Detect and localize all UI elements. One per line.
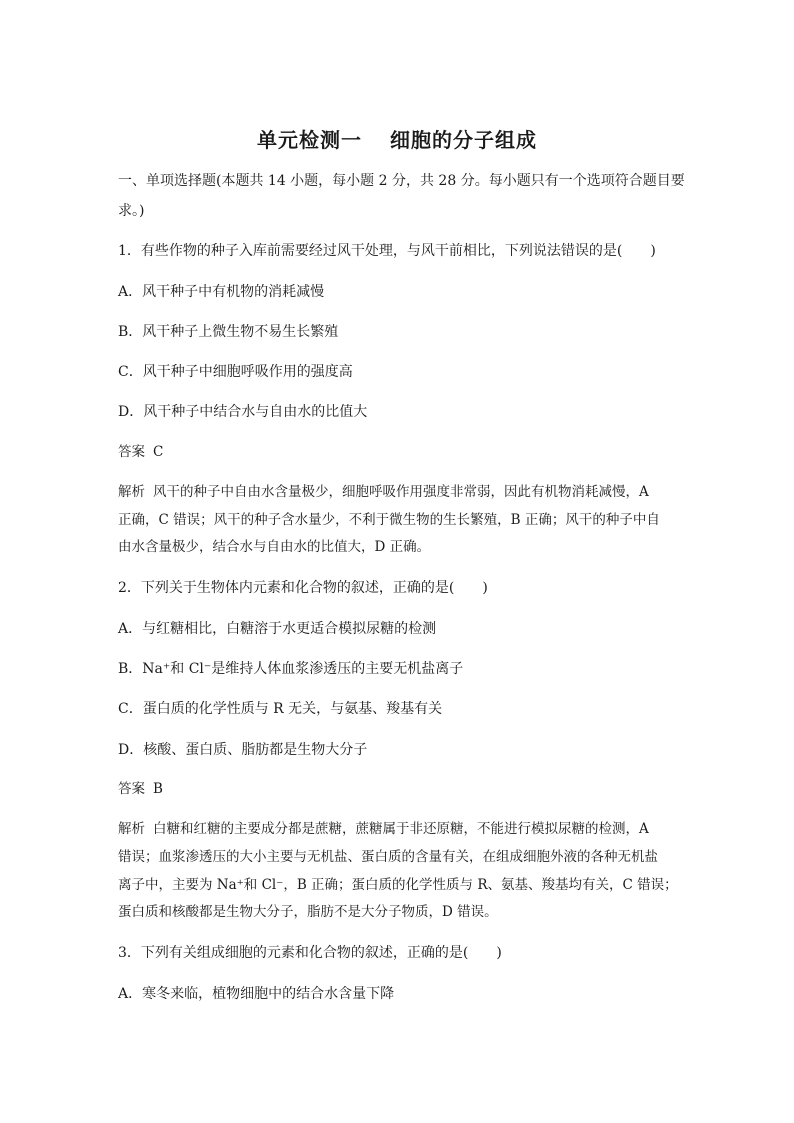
q2-answer xyxy=(118,783,163,797)
q1-analysis-line1 xyxy=(118,486,649,500)
q3-option-a: A．寒冬来临，植物细胞中的结合水含量下降 xyxy=(118,986,395,1002)
section-header-line1: 一、单项选择题(本题共 14 小题，每小题 2 分，共 28 分。每小题只有一个选项符合题目要 xyxy=(118,173,685,189)
title-part2: 细胞的分子组成 xyxy=(390,128,537,152)
q1-option-b: B．风干种子上微生物不易生长繁殖 xyxy=(118,324,339,340)
q1-analysis-line3: 由水含量极少，结合水与自由水的比值大，D 正确。 xyxy=(118,539,431,555)
q2-option-b: B．Na⁺和 Cl⁻是维持人体血浆渗透压的主要无机盐离子 xyxy=(118,661,464,677)
q1-option-d: D．风干种子中结合水与自由水的比值大 xyxy=(118,404,368,420)
q2-option-a: A．与红糖相比，白糖溶于水更适合模拟尿糖的检测 xyxy=(118,621,437,637)
q1-answer-value: C xyxy=(153,444,164,460)
section-header-line2: 求。) xyxy=(118,203,145,219)
q2-analysis-line4: 蛋白质和核酸都是生物大分子，脂肪不是大分子物质，D 错误。 xyxy=(118,904,498,920)
q1-analysis-label: 解析 xyxy=(118,484,145,500)
q1-stem: 1．有些作物的种子入库前需要经过风干处理，与风干前相比，下列说法错误的是( ) xyxy=(118,243,656,259)
q2-analysis-line1 xyxy=(118,823,649,837)
q2-analysis-text1: 白糖和红糖的主要成分都是蔗糖，蔗糖属于非还原糖，不能进行模拟尿糖的检测，A xyxy=(153,821,649,837)
title-part1: 单元检测一 xyxy=(257,128,362,152)
q2-stem: 2．下列关于生物体内元素和化合物的叙述，正确的是( ) xyxy=(118,580,488,596)
q1-answer-label: 答案 xyxy=(118,444,145,460)
q2-answer-value: B xyxy=(153,781,163,797)
q2-option-c: C．蛋白质的化学性质与 R 无关，与氨基、羧基有关 xyxy=(118,701,443,717)
q2-option-d: D．核酸、蛋白质、脂肪都是生物大分子 xyxy=(118,742,368,758)
q1-option-a: A．风干种子中有机物的消耗减慢 xyxy=(118,284,325,300)
q2-analysis-line3: 离子中，主要为 Na⁺和 Cl⁻，B 正确；蛋白质的化学性质与 R、氨基、羧基均有关，C 错误； xyxy=(118,877,678,893)
q1-analysis-text1: 风干的种子中自由水含量极少，细胞呼吸作用强度非常弱，因此有机物消耗减慢，A xyxy=(153,484,649,500)
q2-analysis-line2: 错误；血浆渗透压的大小主要与无机盐、蛋白质的含量有关，在组成细胞外液的各种无机盐 xyxy=(118,849,658,865)
q2-answer-label: 答案 xyxy=(118,781,145,797)
q2-analysis-label: 解析 xyxy=(118,821,145,837)
page-title xyxy=(0,124,794,153)
q1-answer xyxy=(118,446,163,460)
q1-analysis-line2: 正确，C 错误；风干的种子含水量少，不利于微生物的生长繁殖，B 正确；风干的种子中自 xyxy=(118,512,660,528)
q3-stem: 3．下列有关组成细胞的元素和化合物的叙述，正确的是( ) xyxy=(118,945,502,961)
q1-option-c: C．风干种子中细胞呼吸作用的强度高 xyxy=(118,364,353,380)
